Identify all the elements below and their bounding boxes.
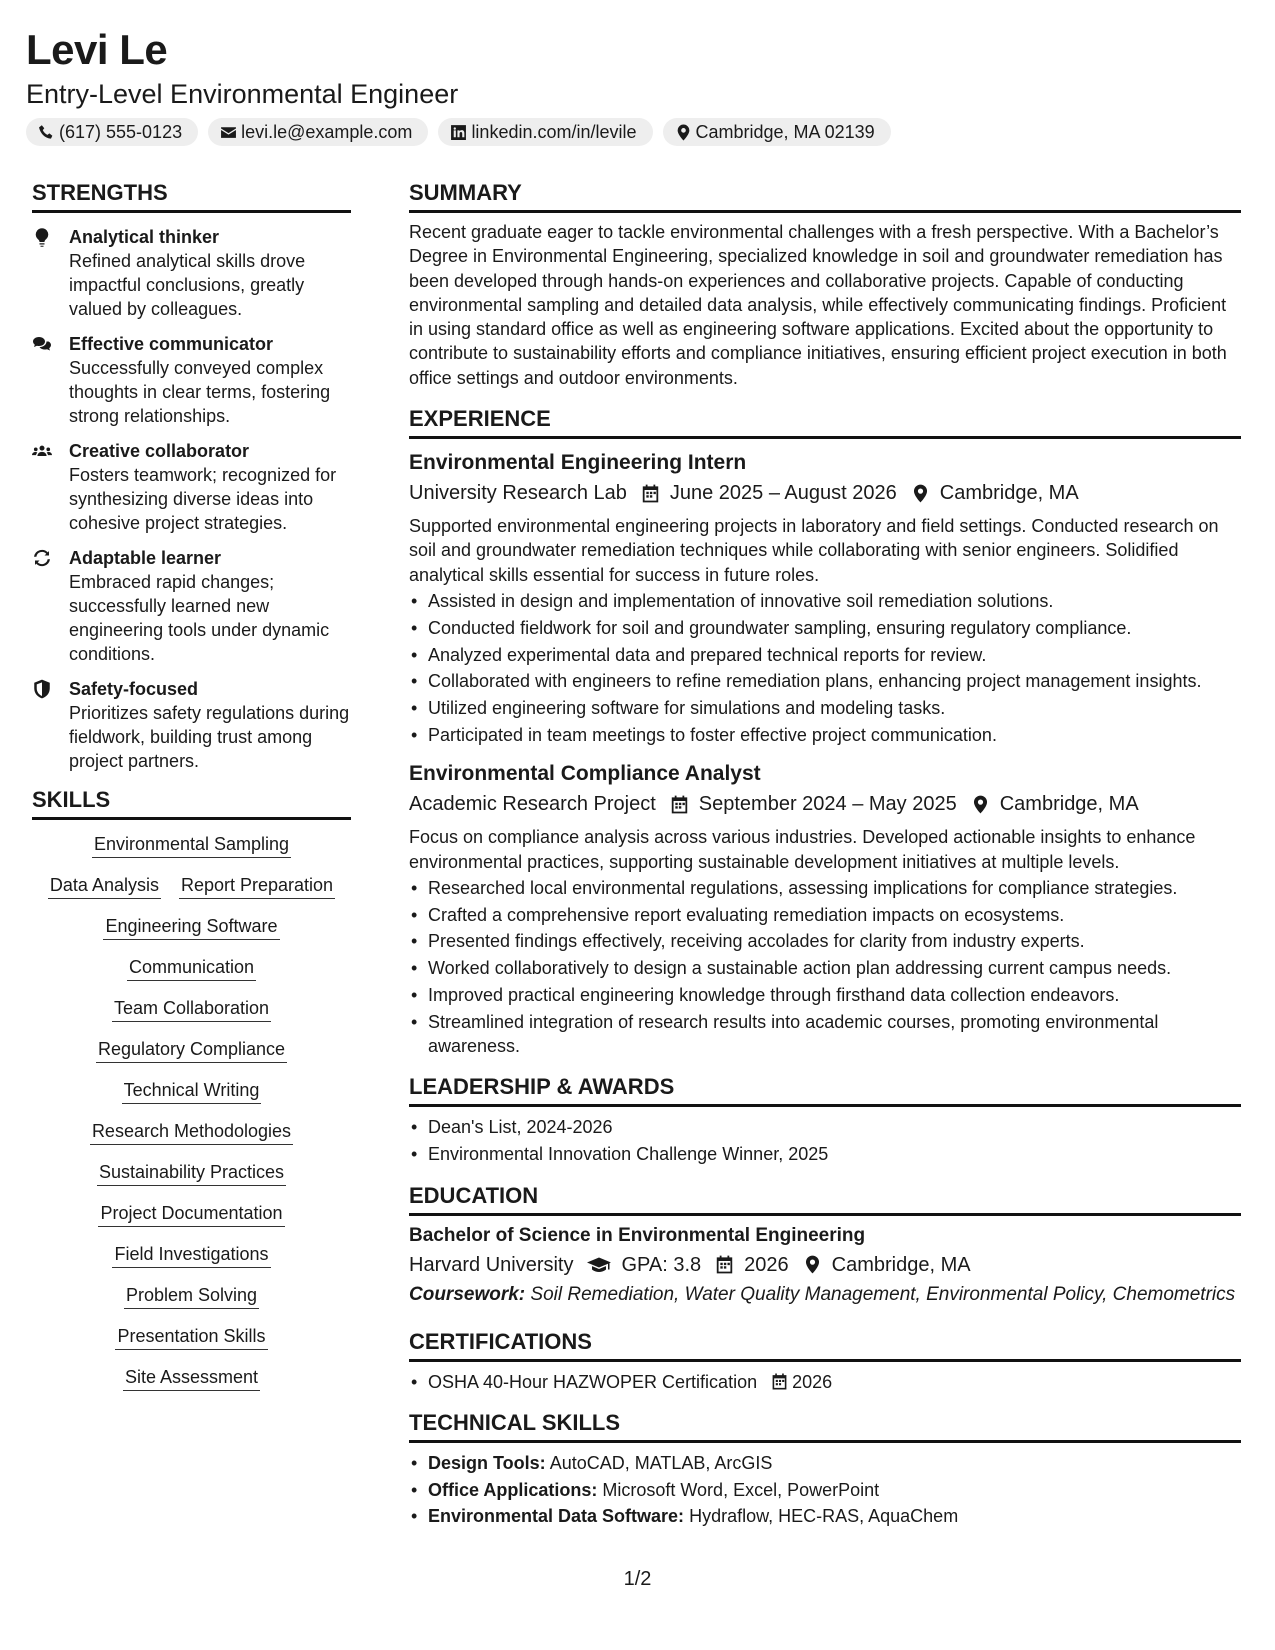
candidate-name: Levi Le xyxy=(26,26,168,73)
education-meta xyxy=(409,1250,1241,1280)
strength-desc: Refined analytical skills drove impactful conclusions, greatly valued by colleagues. xyxy=(69,251,306,319)
map-pin-icon xyxy=(971,795,990,814)
job-description: Focus on compliance analysis across various industries. Developed actionable insights to enhance environmental practices, supporting sustainable development initiatives at multiple levels. xyxy=(409,827,1196,872)
job-title: Environmental Compliance Analyst xyxy=(409,762,761,786)
right-column xyxy=(409,178,1241,1531)
page-number: 1/2 xyxy=(623,1568,652,1590)
strength-item xyxy=(32,546,351,666)
left-column xyxy=(32,178,351,1391)
award-item: • Dean's List, 2024-2026 xyxy=(409,1115,1241,1139)
tech-skill-label: Office Applications: xyxy=(428,1479,598,1500)
job-bullets xyxy=(409,876,1241,1059)
graduation-year: 2026 xyxy=(744,1253,789,1276)
strength-desc: Embraced rapid changes; successfully learned new engineering tools under dynamic conditions. xyxy=(69,572,330,664)
resume-header xyxy=(26,22,1256,146)
job-entry xyxy=(409,448,1241,747)
contact-phone-text: (617) 555-0123 xyxy=(59,121,183,142)
strength-desc: Successfully conveyed complex thoughts in clear terms, fostering strong relationships. xyxy=(69,358,331,426)
strength-item xyxy=(32,439,351,535)
skill-tag: Engineering Software xyxy=(103,913,279,940)
strengths-heading: STRENGTHS xyxy=(32,178,351,213)
contact-linkedin-text: linkedin.com/in/levile xyxy=(471,121,637,142)
coursework xyxy=(409,1282,1241,1307)
contact-bar xyxy=(26,118,1256,146)
job-bullet: • Streamlined integration of research results into academic courses, promoting environmental awareness. xyxy=(409,1010,1241,1059)
certifications-list xyxy=(409,1370,1241,1394)
job-description: Supported environmental engineering projects in laboratory and field settings. Conducted research on soil and groundwater remediation techniques while collaborating with senior engineers. Solidified analytical skills essential for success in future roles. xyxy=(409,516,1219,585)
strength-item xyxy=(32,677,351,773)
job-bullet: • Conducted fieldwork for soil and groundwater sampling, ensuring regulatory compliance. xyxy=(409,616,1241,640)
skill-tag: Site Assessment xyxy=(123,1364,260,1391)
map-pin-icon xyxy=(911,484,930,503)
job-dates: September 2024 – May 2025 xyxy=(698,793,957,816)
sync-icon xyxy=(32,548,52,568)
tech-skill-value: Microsoft Word, Excel, PowerPoint xyxy=(602,1479,880,1500)
contact-phone[interactable] xyxy=(26,118,198,146)
job-location: Cambridge, MA xyxy=(999,793,1139,816)
map-pin-icon xyxy=(803,1255,822,1274)
job-title: Environmental Engineering Intern xyxy=(409,451,747,475)
chat-bubbles-icon xyxy=(32,334,52,354)
skill-tag: Regulatory Compliance xyxy=(96,1036,287,1063)
job-meta xyxy=(409,789,1241,819)
envelope-icon xyxy=(220,124,237,141)
job-org: University Research Lab xyxy=(409,482,627,505)
strength-desc: Prioritizes safety regulations during fieldwork, building trust among project partners. xyxy=(69,703,350,771)
skill-tag: Report Preparation xyxy=(179,872,335,899)
calendar-icon xyxy=(641,484,660,503)
calendar-icon xyxy=(771,1373,788,1390)
tech-skill-label: Design Tools: xyxy=(428,1452,546,1473)
candidate-title: Entry-Level Environmental Engineer xyxy=(26,79,459,109)
contact-linkedin[interactable] xyxy=(438,118,652,146)
coursework-list: Soil Remediation, Water Quality Management, Environmental Policy, Chemometrics xyxy=(530,1283,1236,1305)
phone-icon xyxy=(38,124,55,141)
job-bullet: • Researched local environmental regulations, assessing implications for compliance strategies. xyxy=(409,876,1241,900)
tech-skill-value: Hydraflow, HEC-RAS, AquaChem xyxy=(689,1506,959,1527)
linkedin-icon xyxy=(450,124,467,141)
skill-tag: Sustainability Practices xyxy=(97,1159,286,1186)
strength-item xyxy=(32,225,351,321)
certification-name: • OSHA 40-Hour HAZWOPER Certification xyxy=(428,1371,758,1392)
job-entry xyxy=(409,759,1241,1058)
degree-title: Bachelor of Science in Environmental Engineering xyxy=(409,1224,866,1246)
strength-title: Adaptable learner xyxy=(69,548,222,568)
strength-title: Creative collaborator xyxy=(69,441,250,461)
contact-email[interactable] xyxy=(208,118,428,146)
job-org: Academic Research Project xyxy=(409,793,656,816)
tech-skill-item xyxy=(409,1478,1241,1502)
leadership-heading: LEADERSHIP & AWARDS xyxy=(409,1072,1241,1107)
tech-skill-item xyxy=(409,1504,1241,1528)
job-bullet: • Utilized engineering software for simulations and modeling tasks. xyxy=(409,696,1241,720)
calendar-icon xyxy=(670,795,689,814)
skills-list xyxy=(32,831,351,1391)
tech-skill-label: Environmental Data Software: xyxy=(428,1506,685,1527)
gpa: GPA: 3.8 xyxy=(621,1253,702,1276)
job-meta xyxy=(409,478,1241,508)
technical-skills-heading: TECHNICAL SKILLS xyxy=(409,1408,1241,1443)
contact-email-text: levi.le@example.com xyxy=(241,121,413,142)
skill-tag: Technical Writing xyxy=(122,1077,262,1104)
certification-year: 2026 xyxy=(792,1371,833,1392)
certification-item xyxy=(409,1370,1241,1394)
summary-heading: SUMMARY xyxy=(409,178,1241,213)
education-heading: EDUCATION xyxy=(409,1181,1241,1216)
skill-tag: Environmental Sampling xyxy=(92,831,291,858)
job-location: Cambridge, MA xyxy=(939,482,1079,505)
calendar-icon xyxy=(715,1255,734,1274)
strength-title: Effective communicator xyxy=(69,334,274,354)
skill-tag: Project Documentation xyxy=(98,1200,284,1227)
skill-tag: Presentation Skills xyxy=(115,1323,267,1350)
award-item: • Environmental Innovation Challenge Winner, 2025 xyxy=(409,1142,1241,1166)
strength-item xyxy=(32,332,351,428)
skill-tag: Data Analysis xyxy=(48,872,161,899)
skills-heading: SKILLS xyxy=(32,785,351,820)
job-bullet: • Presented findings effectively, receiving accolades for clarity from industry experts. xyxy=(409,929,1241,953)
job-bullet: • Crafted a comprehensive report evaluating remediation impacts on ecosystems. xyxy=(409,903,1241,927)
job-bullet: • Assisted in design and implementation of innovative soil remediation solutions. xyxy=(409,589,1241,613)
certifications-heading: CERTIFICATIONS xyxy=(409,1327,1241,1362)
strengths-list xyxy=(32,225,351,773)
skill-tag: Research Methodologies xyxy=(90,1118,293,1145)
coursework-label: Coursework: xyxy=(409,1283,526,1305)
experience-heading: EXPERIENCE xyxy=(409,404,1241,439)
leadership-list xyxy=(409,1115,1241,1166)
map-pin-icon xyxy=(675,124,692,141)
tech-skill-item xyxy=(409,1451,1241,1475)
technical-skills-list xyxy=(409,1451,1241,1529)
school-location: Cambridge, MA xyxy=(831,1253,971,1276)
job-bullet: • Participated in team meetings to foster effective project communication. xyxy=(409,723,1241,747)
strength-title: Safety-focused xyxy=(69,679,199,699)
skill-tag: Problem Solving xyxy=(124,1282,259,1309)
skill-tag: Field Investigations xyxy=(112,1241,270,1268)
skill-tag: Team Collaboration xyxy=(112,995,271,1022)
lightbulb-icon xyxy=(32,227,52,247)
summary-text: Recent graduate eager to tackle environmental challenges with a fresh perspective. With a Bachelor’s Degree in Environmental Engineering, specialized knowledge in soil and groundwater remediation has been developed through hands-on experiences and collaborative projects. Capable of conducting environmental sampling and detailed data analysis, while effectively communicating findings. Proficient in using standard office as well as engineering software applications. Excited about the opportunity to contribute to sustainability efforts and compliance initiatives, ensuring efficient project execution in both office settings and outdoor environments. xyxy=(409,222,1227,388)
strength-desc: Fosters teamwork; recognized for synthesizing diverse ideas into cohesive project strategies. xyxy=(69,465,337,533)
shield-icon xyxy=(32,679,52,699)
job-dates: June 2025 – August 2026 xyxy=(669,482,897,505)
job-bullet: • Analyzed experimental data and prepared technical reports for review. xyxy=(409,643,1241,667)
job-bullet: • Worked collaboratively to design a sustainable action plan addressing current campus needs. xyxy=(409,956,1241,980)
graduation-cap-icon xyxy=(587,1255,611,1274)
school-name: Harvard University xyxy=(409,1253,574,1276)
skill-tag: Communication xyxy=(127,954,256,981)
tech-skill-value: AutoCAD, MATLAB, ArcGIS xyxy=(549,1452,773,1473)
contact-location-text: Cambridge, MA 02139 xyxy=(695,121,875,142)
users-icon xyxy=(32,441,52,461)
job-bullet: • Improved practical engineering knowledge through firsthand data collection endeavors. xyxy=(409,983,1241,1007)
contact-location[interactable] xyxy=(663,118,891,146)
job-bullets xyxy=(409,589,1241,747)
job-bullet: • Collaborated with engineers to refine remediation plans, enhancing project management insights. xyxy=(409,669,1241,693)
strength-title: Analytical thinker xyxy=(69,227,220,247)
